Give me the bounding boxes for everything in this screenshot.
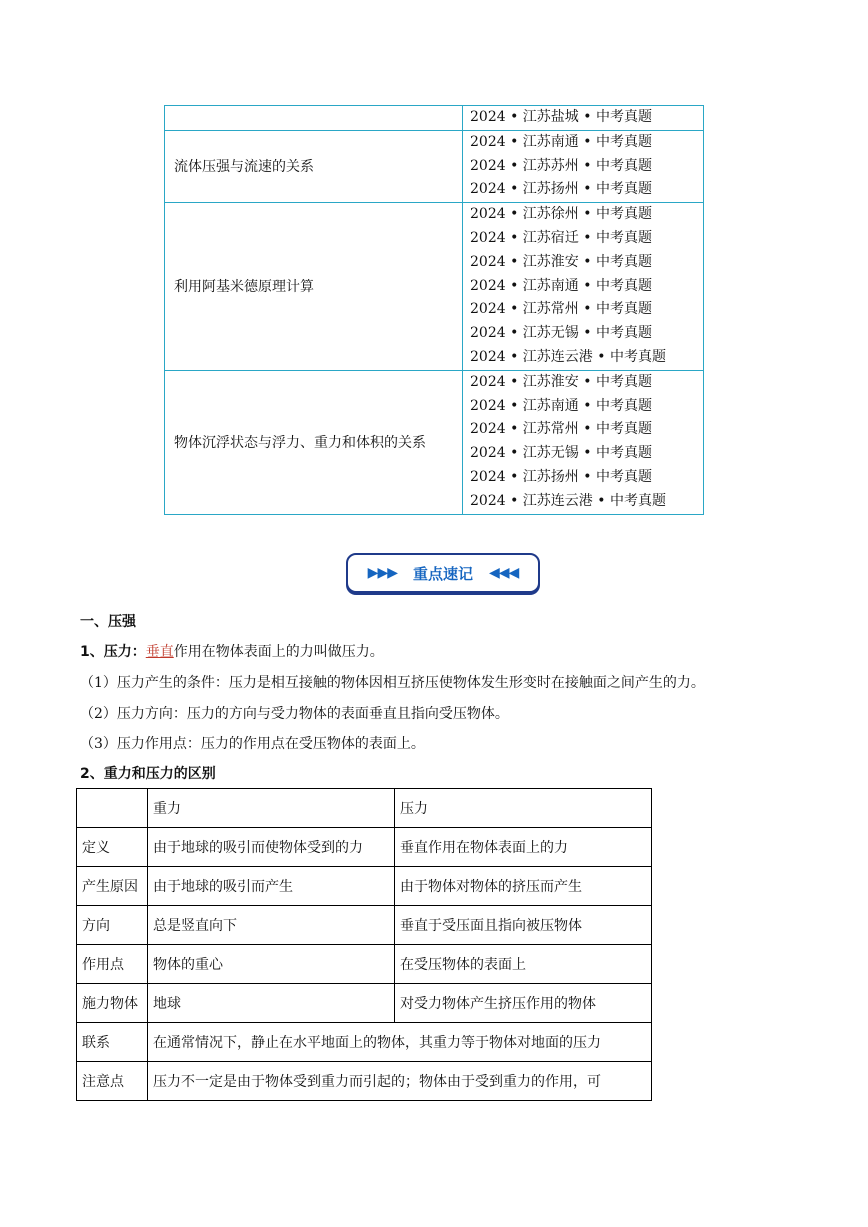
table-row [165, 130, 704, 202]
keyword-highlight: 垂直 [145, 644, 174, 660]
sources-cell [463, 203, 704, 371]
topic-cell: 流体压强与流速的关系 [165, 130, 463, 202]
source-item: 2024 • 江苏连云港 • 中考真题 [470, 348, 666, 365]
header-cell [77, 789, 148, 828]
pressure-cell: 垂直于受压面且指向被压物体 [395, 906, 652, 945]
pressure-cell: 对受力物体产生挤压作用的物体 [395, 984, 652, 1023]
pressure-cell: 在受压物体的表面上 [395, 945, 652, 984]
table-row [165, 106, 704, 131]
item1-text: 作用在物体表面上的力叫做压力。 [173, 644, 384, 660]
table-row [77, 984, 652, 1023]
source-item: 2024 • 江苏无锡 • 中考真题 [470, 445, 652, 462]
source-item: 2024 • 江苏苏州 • 中考真题 [470, 157, 652, 174]
source-item: 2024 • 江苏连云港 • 中考真题 [470, 492, 666, 509]
point-application: （3）压力作用点：压力的作用点在受压物体的表面上。 [80, 736, 425, 752]
source-item: 2024 • 江苏盐城 • 中考真题 [470, 109, 652, 125]
table-row [165, 370, 704, 514]
point-condition: （1）压力产生的条件：压力是相互接触的物体因相互挤压使物体发生形变时在接触面之间产生的力。 [80, 675, 705, 691]
gravity-cell: 总是竖直向下 [148, 906, 395, 945]
topic-cell: 利用阿基米德原理计算 [165, 203, 463, 371]
table-row [77, 945, 652, 984]
arrow-right-icon: ▶▶▶ [367, 565, 397, 581]
row-label: 联系 [77, 1023, 148, 1062]
gravity-pressure-table [76, 788, 652, 1101]
source-item: 2024 • 江苏宿迁 • 中考真题 [470, 229, 652, 246]
source-item: 2024 • 江苏常州 • 中考真题 [470, 301, 652, 318]
source-item: 2024 • 江苏常州 • 中考真题 [470, 421, 652, 438]
topic-cell [165, 106, 463, 131]
section-heading: 一、压强 [80, 614, 136, 630]
row-label: 产生原因 [77, 867, 148, 906]
source-item: 2024 • 江苏淮安 • 中考真题 [470, 253, 652, 270]
row-label: 施力物体 [77, 984, 148, 1023]
relation-cell: 在通常情况下，静止在水平地面上的物体，其重力等于物体对地面的压力 [148, 1023, 652, 1062]
source-item: 2024 • 江苏南通 • 中考真题 [470, 133, 652, 150]
topic-cell: 物体沉浮状态与浮力、重力和体积的关系 [165, 370, 463, 514]
arrow-left-icon: ◀◀◀ [489, 565, 519, 581]
table-header-row [77, 789, 652, 828]
source-item: 2024 • 江苏扬州 • 中考真题 [470, 468, 652, 485]
item1-label: 1、压力： [80, 644, 146, 660]
pressure-cell: 由于物体对物体的挤压而产生 [395, 867, 652, 906]
sources-cell [463, 370, 704, 514]
sources-cell [463, 130, 704, 202]
key-points-banner [346, 553, 540, 593]
table-row [77, 1023, 652, 1062]
table-row [77, 828, 652, 867]
banner-title: 重点速记 [412, 564, 473, 583]
source-item: 2024 • 江苏无锡 • 中考真题 [470, 325, 652, 342]
item1-paragraph [80, 641, 384, 661]
point-direction: （2）压力方向：压力的方向与受力物体的表面垂直且指向受压物体。 [80, 706, 509, 722]
row-label: 作用点 [77, 945, 148, 984]
header-cell: 重力 [148, 789, 395, 828]
gravity-cell: 物体的重心 [148, 945, 395, 984]
pressure-cell: 垂直作用在物体表面上的力 [395, 828, 652, 867]
table-row [77, 906, 652, 945]
gravity-cell: 由于地球的吸引而使物体受到的力 [148, 828, 395, 867]
sources-cell [463, 106, 704, 131]
item2-heading: 2、重力和压力的区别 [80, 766, 216, 782]
table-row [77, 867, 652, 906]
gravity-cell: 地球 [148, 984, 395, 1023]
source-item: 2024 • 江苏徐州 • 中考真题 [470, 206, 652, 223]
source-item: 2024 • 江苏南通 • 中考真题 [470, 277, 652, 294]
note-cell: 压力不一定是由于物体受到重力而引起的；物体由于受到重力的作用，可 [148, 1062, 652, 1101]
source-item: 2024 • 江苏淮安 • 中考真题 [470, 373, 652, 390]
gravity-cell: 由于地球的吸引而产生 [148, 867, 395, 906]
topic-source-table [164, 105, 704, 515]
table-row [165, 203, 704, 371]
row-label: 定义 [77, 828, 148, 867]
source-item: 2024 • 江苏扬州 • 中考真题 [470, 181, 652, 198]
row-label: 方向 [77, 906, 148, 945]
row-label: 注意点 [77, 1062, 148, 1101]
source-item: 2024 • 江苏南通 • 中考真题 [470, 397, 652, 414]
header-cell: 压力 [395, 789, 652, 828]
table-row [77, 1062, 652, 1101]
